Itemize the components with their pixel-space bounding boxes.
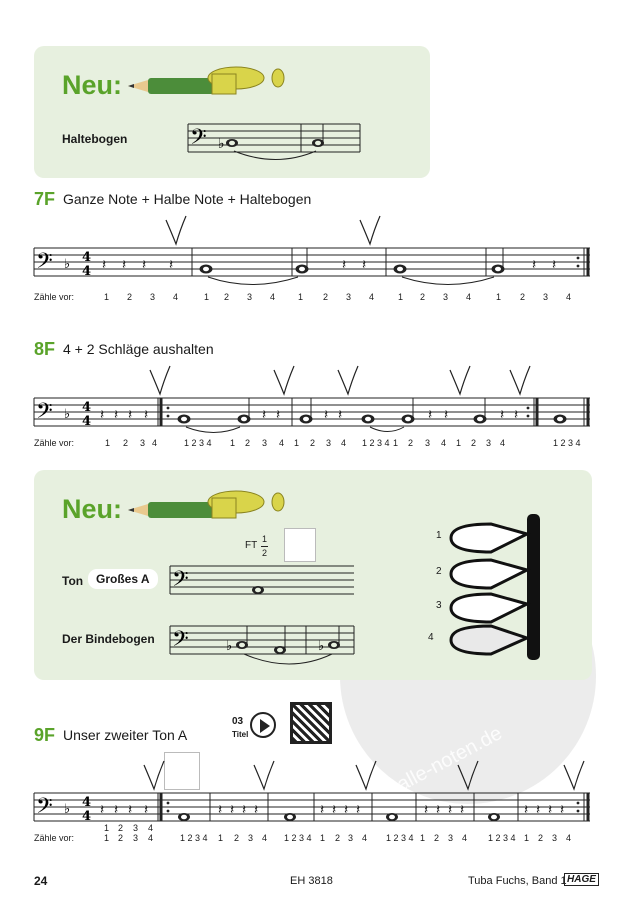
exercise-number-7f: 7F	[34, 189, 56, 209]
svg-text:𝄽: 𝄽	[218, 802, 223, 818]
count-9f: 1	[420, 833, 426, 843]
svg-text:𝄢: 𝄢	[172, 627, 189, 657]
count-7f: 1	[204, 292, 210, 302]
count-label-8f: Zähle vor:	[34, 438, 75, 448]
svg-text:𝄽: 𝄽	[524, 802, 529, 818]
svg-text:𝄽: 𝄽	[444, 407, 449, 423]
track-label: Titel	[232, 730, 249, 739]
book-title: Tuba Fuchs, Band 1	[468, 875, 567, 887]
count-9f: 3	[448, 833, 454, 843]
count-8f: 1	[393, 438, 399, 448]
count-7f: 3	[346, 292, 352, 302]
count-8f: 3	[326, 438, 332, 448]
count-7f: 1	[298, 292, 304, 302]
count-8f: 4	[441, 438, 447, 448]
count-8f: 3	[140, 438, 146, 448]
bindebogen-staff	[170, 626, 354, 666]
count-9f: 1	[104, 833, 110, 843]
haltebogen-label: Haltebogen	[62, 132, 128, 146]
exercise-number-8f: 8F	[34, 339, 56, 359]
svg-text:𝄽: 𝄽	[460, 802, 465, 818]
count-9f: 4	[566, 833, 572, 843]
svg-text:𝄢: 𝄢	[190, 125, 207, 155]
svg-text:𝄽: 𝄽	[276, 407, 281, 423]
track-number: 03	[232, 716, 244, 727]
pencil-tuba-icon	[128, 64, 284, 100]
svg-text:𝄽: 𝄽	[100, 802, 105, 818]
count-9f: 2	[538, 833, 544, 843]
svg-text:𝄽: 𝄽	[514, 407, 519, 423]
svg-text:𝄢: 𝄢	[36, 399, 53, 429]
count-8f: 4	[341, 438, 347, 448]
svg-text:𝄽: 𝄽	[362, 257, 367, 273]
count-8f: 4	[279, 438, 285, 448]
count-8f: 4	[152, 438, 158, 448]
fingering-fraction-bar	[261, 546, 268, 547]
count-8f: 2	[123, 438, 129, 448]
count-9f: 4	[362, 833, 368, 843]
count-7f: 2	[127, 292, 133, 302]
fingering-answer-box[interactable]	[284, 528, 316, 562]
exercise-title-9f: Unser zweiter Ton A	[63, 727, 188, 743]
tone-staff	[170, 566, 354, 606]
count-label-7f: Zähle vor:	[34, 292, 75, 302]
count-7f: 4	[173, 292, 179, 302]
count-7f: 4	[466, 292, 472, 302]
svg-text:𝄽: 𝄽	[100, 407, 105, 423]
svg-text:𝄽: 𝄽	[552, 257, 557, 273]
play-button[interactable]	[250, 712, 276, 738]
count-9f: 2	[234, 833, 240, 843]
count-8f: 1 2 3 4	[362, 438, 390, 448]
svg-text:𝄢: 𝄢	[36, 249, 53, 279]
svg-text:𝄽: 𝄽	[114, 802, 119, 818]
count-7f: 2	[224, 292, 230, 302]
svg-text:𝄽: 𝄽	[536, 802, 541, 818]
svg-text:𝄽: 𝄽	[500, 407, 505, 423]
publisher-logo: HAGE	[564, 873, 599, 886]
svg-text:♭: ♭	[64, 407, 71, 422]
staff-7f	[34, 248, 590, 278]
svg-text:𝄽: 𝄽	[230, 802, 235, 818]
svg-text:𝄽: 𝄽	[128, 407, 133, 423]
count-9f: 4	[462, 833, 468, 843]
count-9f-top: 3	[133, 823, 139, 833]
haltebogen-staff	[188, 124, 360, 168]
svg-text:𝄽: 𝄽	[448, 802, 453, 818]
exercise-number-9f: 9F	[34, 725, 56, 745]
staff-8f	[34, 398, 590, 428]
count-8f: 4	[500, 438, 506, 448]
bindebogen-label: Der Bindebogen	[62, 632, 155, 646]
svg-text:𝄽: 𝄽	[342, 257, 347, 273]
count-8f: 3	[425, 438, 431, 448]
catalog-code: EH 3818	[290, 875, 333, 887]
svg-text:𝄽: 𝄽	[144, 802, 149, 818]
valve-number-3: 3	[436, 600, 442, 611]
count-8f: 1	[230, 438, 236, 448]
svg-text:𝄽: 𝄽	[436, 802, 441, 818]
count-8f: 2	[408, 438, 414, 448]
svg-text:♭: ♭	[64, 802, 71, 817]
valve-diagram	[445, 514, 545, 662]
count-7f: 2	[420, 292, 426, 302]
valve-number-2: 2	[436, 566, 442, 577]
svg-text:𝄢: 𝄢	[36, 794, 53, 824]
page-number: 24	[34, 874, 48, 888]
svg-text:♭: ♭	[64, 257, 71, 272]
svg-text:4: 4	[82, 809, 92, 824]
count-8f: 1 2 3 4	[553, 438, 581, 448]
fingering-denominator: 2	[262, 548, 268, 558]
count-8f: 1	[105, 438, 111, 448]
svg-text:𝄽: 𝄽	[344, 802, 349, 818]
count-7f: 1	[398, 292, 404, 302]
count-7f: 3	[150, 292, 156, 302]
count-8f: 2	[245, 438, 251, 448]
valve-number-4: 4	[428, 632, 434, 643]
svg-text:𝄽: 𝄽	[114, 407, 119, 423]
count-7f: 3	[543, 292, 549, 302]
count-9f: 1 2 3 4	[488, 833, 516, 843]
fingering-numerator: 1	[262, 534, 268, 544]
count-9f: 3	[248, 833, 254, 843]
count-7f: 4	[270, 292, 276, 302]
svg-text:𝄽: 𝄽	[122, 257, 127, 273]
tone-label: Ton	[62, 574, 84, 588]
svg-text:𝄽: 𝄽	[320, 802, 325, 818]
svg-text:4: 4	[82, 400, 92, 415]
count-9f: 2	[434, 833, 440, 843]
svg-text:♭: ♭	[226, 639, 233, 654]
count-9f: 4	[262, 833, 268, 843]
count-9f: 1 2 3 4	[180, 833, 208, 843]
count-7f: 1	[496, 292, 502, 302]
svg-text:𝄽: 𝄽	[242, 802, 247, 818]
count-9f: 1	[524, 833, 530, 843]
svg-text:𝄢: 𝄢	[172, 567, 189, 597]
svg-text:𝄽: 𝄽	[128, 802, 133, 818]
count-label-9f: Zähle vor:	[34, 833, 75, 843]
count-7f: 3	[443, 292, 449, 302]
svg-text:𝄽: 𝄽	[254, 802, 259, 818]
count-7f: 4	[566, 292, 572, 302]
count-7f: 2	[520, 292, 526, 302]
svg-text:4: 4	[82, 414, 92, 429]
answer-box-9f[interactable]	[164, 752, 200, 790]
svg-text:𝄽: 𝄽	[424, 802, 429, 818]
count-8f: 1 2 3 4	[184, 438, 212, 448]
svg-text:𝄽: 𝄽	[428, 407, 433, 423]
svg-text:4: 4	[82, 795, 92, 810]
count-9f: 3	[348, 833, 354, 843]
svg-text:𝄽: 𝄽	[169, 257, 174, 273]
svg-text:𝄽: 𝄽	[356, 802, 361, 818]
svg-text:𝄽: 𝄽	[338, 407, 343, 423]
count-7f: 2	[323, 292, 329, 302]
fingering-label: FT	[245, 540, 258, 551]
valve-number-1: 1	[436, 530, 442, 541]
count-9f: 1	[218, 833, 224, 843]
svg-text:𝄽: 𝄽	[548, 802, 553, 818]
svg-text:𝄽: 𝄽	[532, 257, 537, 273]
svg-text:𝄽: 𝄽	[560, 802, 565, 818]
new-heading-2: Neu:	[62, 494, 122, 524]
svg-text:𝄽: 𝄽	[142, 257, 147, 273]
count-7f: 4	[369, 292, 375, 302]
count-8f: 3	[486, 438, 492, 448]
count-9f-top: 1	[104, 823, 110, 833]
count-8f: 2	[471, 438, 477, 448]
count-8f: 3	[262, 438, 268, 448]
staff-9f	[34, 793, 590, 823]
count-8f: 2	[310, 438, 316, 448]
svg-text:𝄽: 𝄽	[102, 257, 107, 273]
svg-text:4: 4	[82, 250, 92, 265]
count-9f: 1 2 3 4	[386, 833, 414, 843]
count-9f: 3	[552, 833, 558, 843]
count-9f-top: 2	[118, 823, 124, 833]
svg-text:♭: ♭	[218, 136, 225, 152]
qr-code[interactable]	[290, 702, 332, 744]
svg-text:4: 4	[82, 264, 92, 279]
count-7f: 1	[104, 292, 110, 302]
count-9f: 2	[118, 833, 124, 843]
count-9f: 2	[335, 833, 341, 843]
count-8f: 1	[456, 438, 462, 448]
new-heading: Neu:	[62, 70, 122, 100]
pencil-tuba-icon-2	[128, 488, 284, 524]
count-9f: 1	[320, 833, 326, 843]
count-9f: 3	[133, 833, 139, 843]
count-8f: 1	[294, 438, 300, 448]
play-icon	[260, 719, 272, 733]
tone-name-badge: Großes A	[88, 569, 158, 589]
count-9f-top: 4	[148, 823, 154, 833]
count-9f: 1 2 3 4	[284, 833, 312, 843]
count-7f: 3	[247, 292, 253, 302]
exercise-title-8f: 4 + 2 Schläge aushalten	[63, 341, 214, 357]
svg-text:𝄽: 𝄽	[324, 407, 329, 423]
count-9f: 4	[148, 833, 154, 843]
svg-text:𝄽: 𝄽	[144, 407, 149, 423]
watermark-text: alle-noten.de	[393, 722, 506, 796]
exercise-title-7f: Ganze Note + Halbe Note + Haltebogen	[63, 191, 312, 207]
svg-text:𝄽: 𝄽	[262, 407, 267, 423]
svg-text:𝄽: 𝄽	[332, 802, 337, 818]
svg-text:♭: ♭	[318, 639, 325, 654]
